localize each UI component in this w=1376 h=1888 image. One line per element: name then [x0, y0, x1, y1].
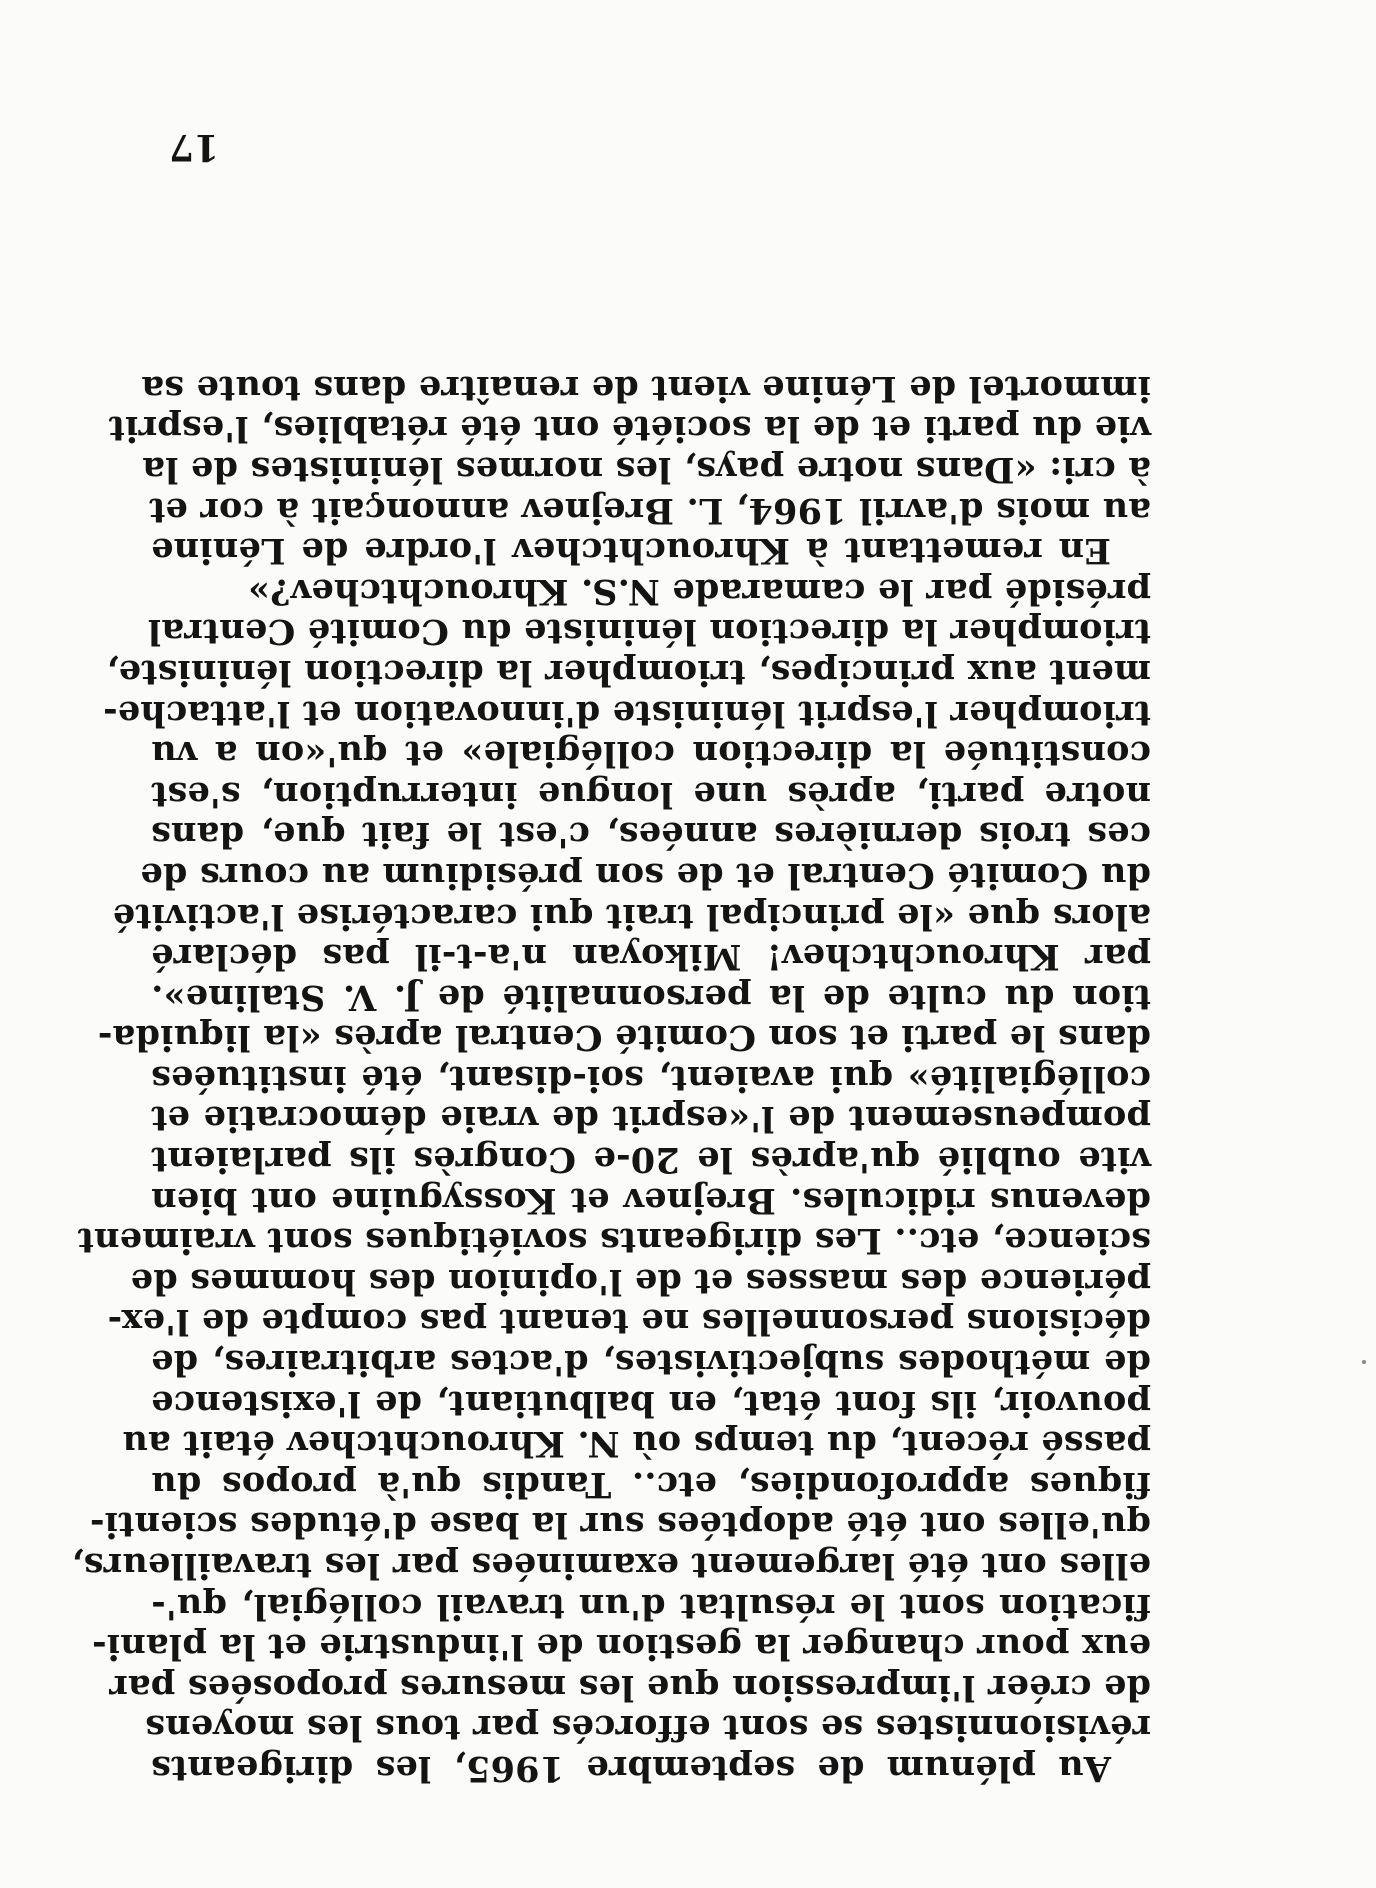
text-line: à cri: «Dans notre pays, les normes léninistes de la [142, 449, 1151, 490]
text-line: fiques approfondies, etc.. Tandis qu'à propos du [151, 1463, 1151, 1505]
text-line: triompher l'esprit léniniste d'innovation et l'attache- [102, 692, 1151, 734]
text-line: Au plénum de septembre 1965, les dirigeants [151, 1748, 1111, 1789]
text-line: ment aux principes, triompher la direction léniniste, [106, 651, 1151, 693]
scan-speck [1362, 1360, 1366, 1364]
text-line: passé récent, du temps où N. Khrouchtchev était au [122, 1423, 1151, 1465]
page-number: 17 [168, 126, 219, 168]
text-line: par Khrouchtchev! Mikoyan n'a-t-il pas déclaré [151, 936, 1151, 978]
text-line: périence des masses et de l'opinion des hommes de [130, 1260, 1151, 1302]
text-line: pouvoir, ils font état, en balbutiant, de l'existence [151, 1382, 1151, 1424]
text-line: de méthodes subjectivistes, d'actes arbitraires, de [151, 1342, 1151, 1384]
text-line: dans le parti et son Comité Central après «la liquida- [97, 1017, 1151, 1059]
text-line: fication sont le résultat d'un travail collégial, qu'- [151, 1585, 1151, 1627]
text-line: présidé par le camarade N.S. Khrouchtchev?» [247, 570, 1151, 612]
text-line: collégialité» qui avaient, soi-disant, été instituées [151, 1057, 1151, 1099]
text-line: vie du parti et de la société ont été rétablies, l'esprit [108, 408, 1151, 450]
text-line: tion du culte de la personnalité de J. V. Staline». [151, 976, 1151, 1018]
text-line: au mois d'avril 1964, L. Brejnev annonçait à cor et [148, 489, 1151, 531]
text-line: science, etc.. Les dirigeants soviétiques sont vraiment [77, 1220, 1151, 1262]
text-line: immortel de Lénine vient de renaître dans toute sa [141, 367, 1151, 409]
text-line: de créer l'impression que les mesures proposées par [109, 1666, 1151, 1708]
text-line: ces trois dernières années, c'est le fait que, dans [151, 814, 1151, 856]
text-line: pompeusement de l'«esprit de vraie démocratie et [151, 1098, 1151, 1140]
text-line: révisionnistes se sont efforcés par tous les moyens [145, 1707, 1151, 1749]
text-line: triompher la direction léniniste du Comité Central [147, 611, 1151, 653]
text-line: qu'elles ont été adoptées sur la base d'études scienti- [89, 1504, 1151, 1546]
body-text [71, 367, 1151, 1789]
text-line: elles ont été largement examinées par les travailleurs, [71, 1545, 1151, 1587]
text-line: notre parti, après une longue interruption, s'est [151, 773, 1151, 815]
text-line: devenus ridicules. Brejnev et Kossyguine ont bien [151, 1179, 1151, 1221]
text-line: constituée la direction collégiale» et qu'«on a vu [151, 733, 1151, 775]
text-line: vite oublié qu'après le 20-e Congrès ils parlaient [151, 1139, 1151, 1181]
text-line: décisions personnelles ne tenant pas compte de l'ex- [107, 1301, 1151, 1343]
text-line: eux pour changer la gestion de l'industrie et la plani- [91, 1626, 1151, 1668]
text-line: alors que «le principal trait qui caractérise l'activité [112, 895, 1151, 937]
text-line: du Comité Central et de son présidium au cours de [140, 854, 1151, 896]
text-line: En remettant à Khrouchtchev l'ordre de Lénine [151, 530, 1111, 572]
